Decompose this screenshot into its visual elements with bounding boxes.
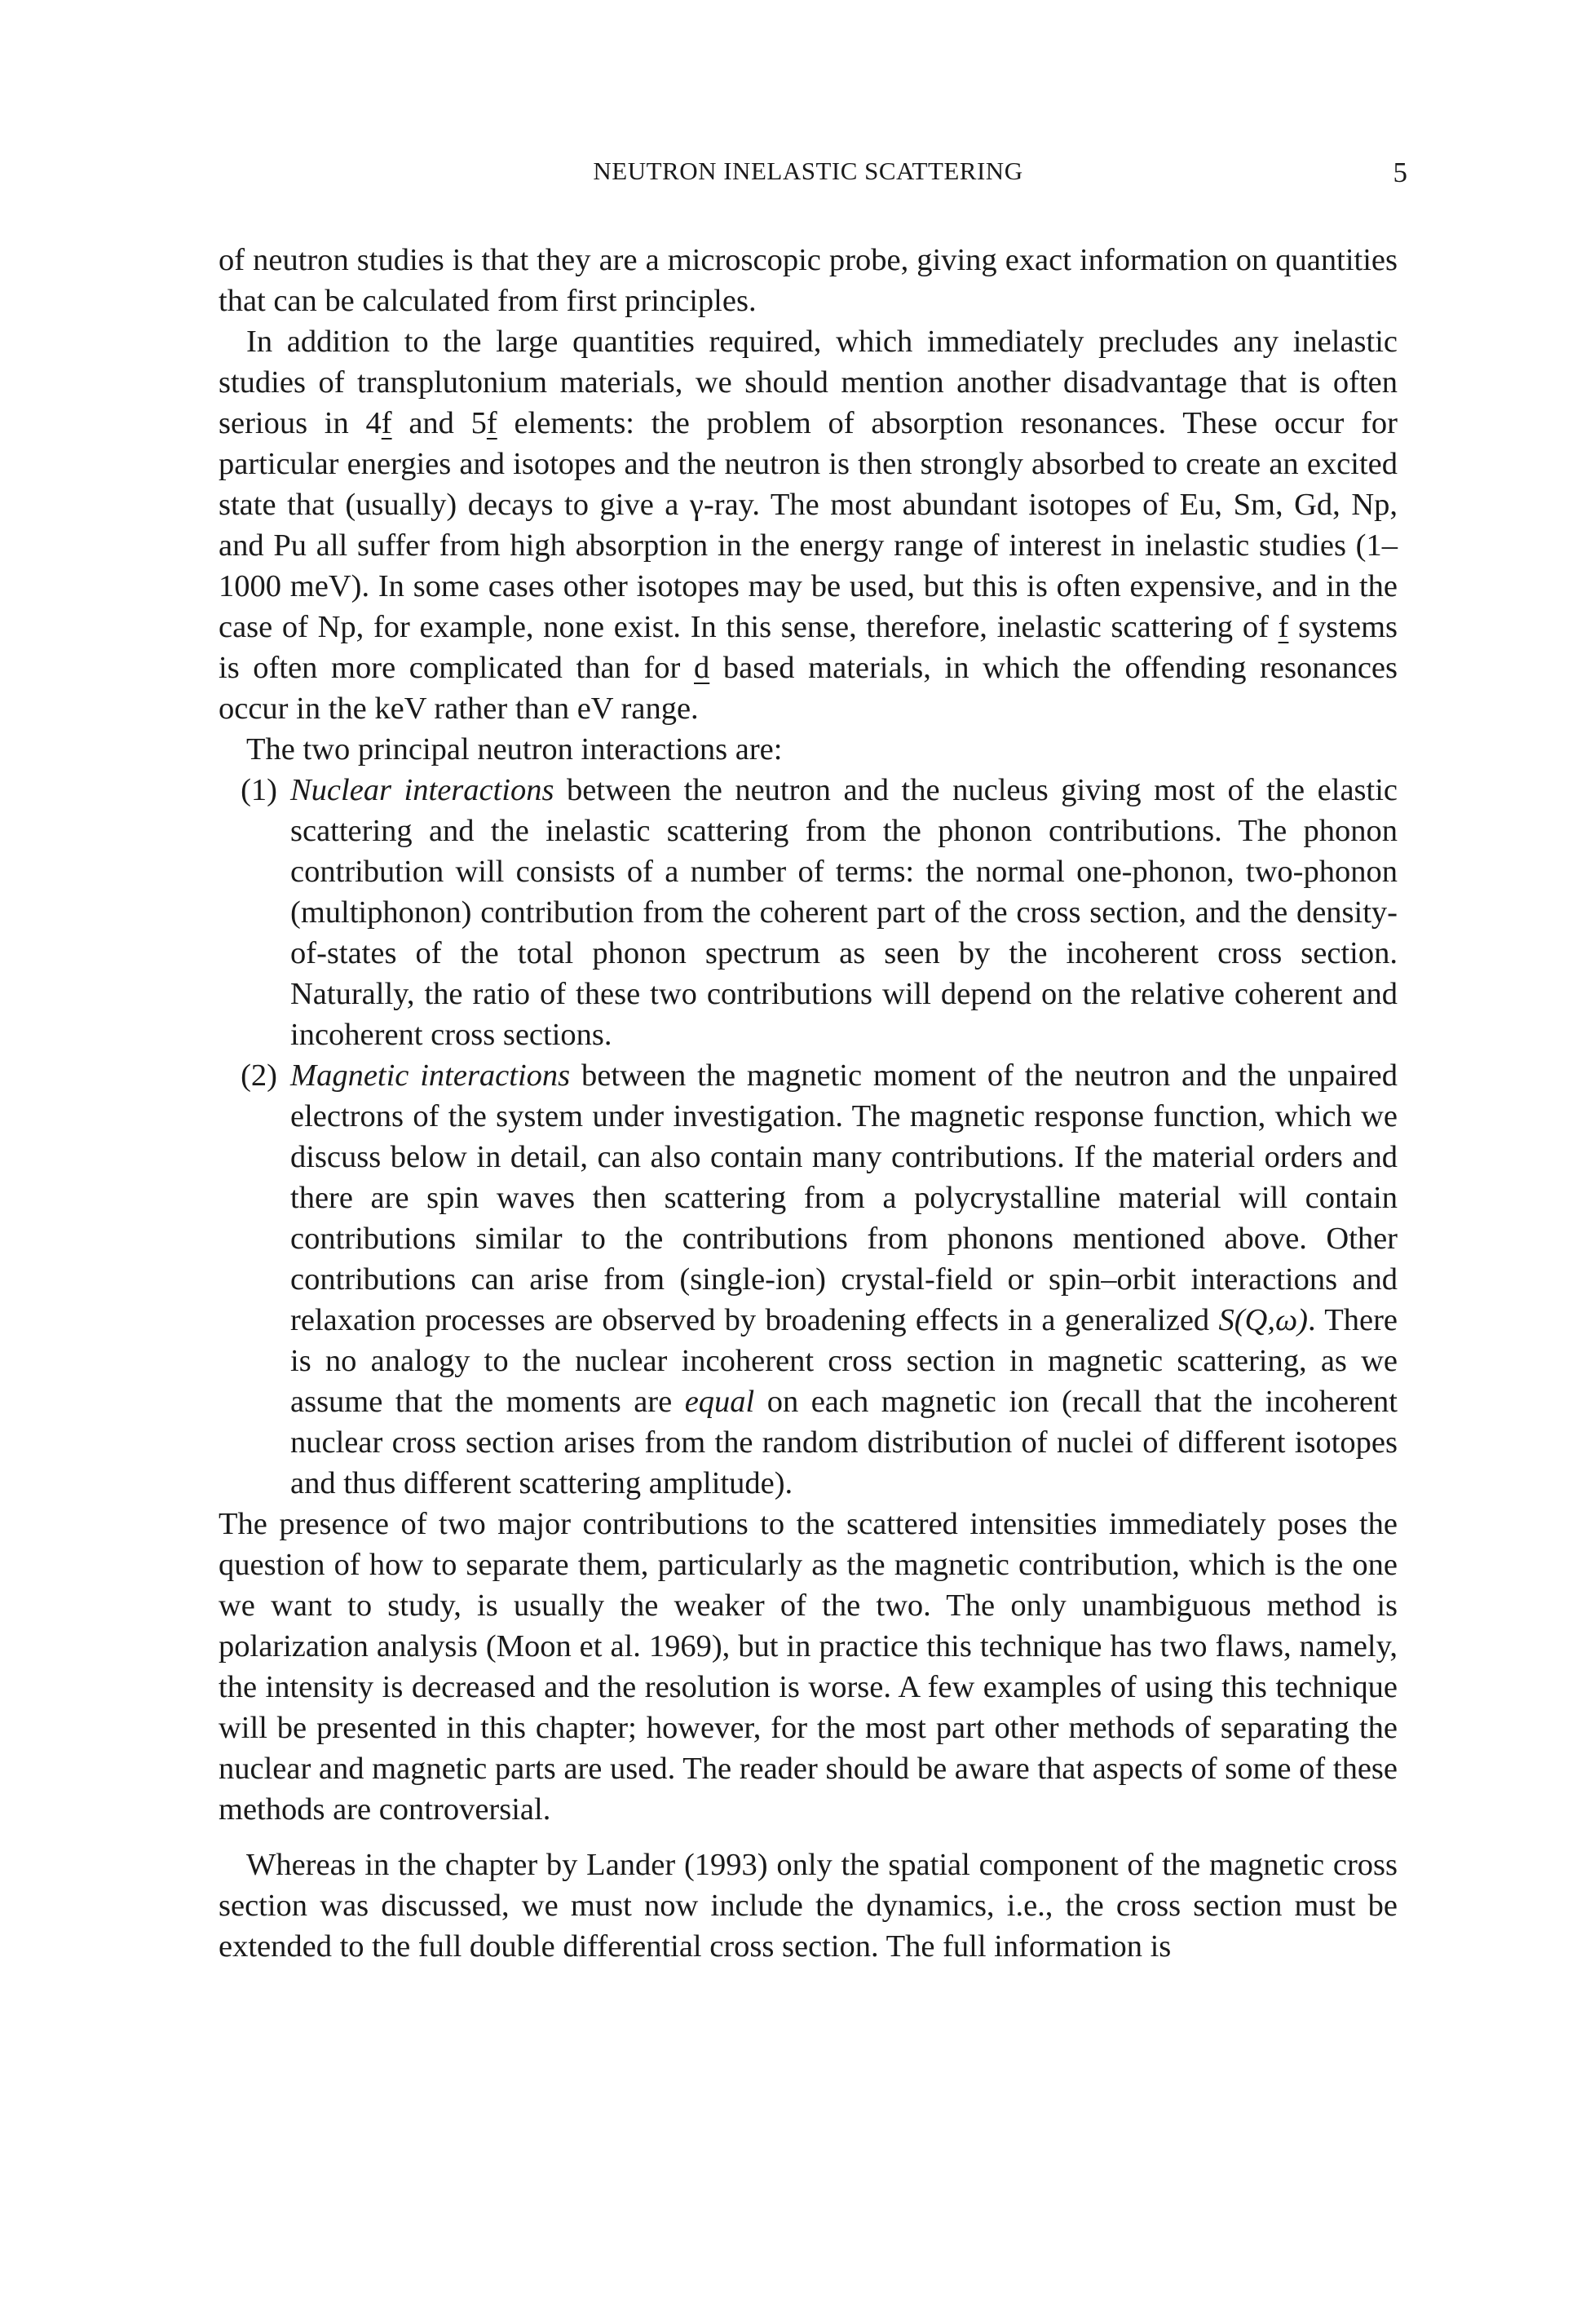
paragraph-continuation: of neutron studies is that they are a microscopic probe, giving exact information on quantities that can be calculated from first principles. xyxy=(219,243,1398,318)
emphasis-equal: equal xyxy=(684,1385,755,1419)
document-page xyxy=(219,157,1407,1967)
paragraph-text: In addition to the large quantities required, which immediately precludes any inelastic studies of transplutonium materials, we should mention another disadvantage that is often serious in 4 xyxy=(219,325,1398,440)
formula-s-q-omega: S(Q,ω) xyxy=(1218,1303,1308,1337)
list-number: (2) xyxy=(241,1058,277,1093)
paragraph-text: systems is often more complicated than for xyxy=(219,610,1398,685)
list-item-nuclear-interactions xyxy=(219,770,1398,1055)
running-title: NEUTRON INELASTIC SCATTERING xyxy=(593,157,1023,185)
orbital-d-underlined: d xyxy=(694,651,710,685)
paragraph-absorption-resonances xyxy=(219,321,1398,729)
paragraph-dynamics: Whereas in the chapter by Lander (1993) only the spatial component of the magnetic cross section was discussed, we must now include the dynamics, i.e., the cross section must be extended to the full double differential cross section. The full information is xyxy=(219,1848,1398,1964)
list-number: (1) xyxy=(241,773,277,807)
paragraph-text: and 5 xyxy=(391,406,487,440)
orbital-f-underlined: f xyxy=(381,406,392,440)
page-number: 5 xyxy=(1393,157,1407,188)
paragraph-separation: The presence of two major contributions to the scattered intensities immediately poses the question of how to separate them, particularly as the magnetic contribution, which is the one we want to study, is usually the weaker of the two. The only unambiguous method is polarization analysis (Moon et al. 1969), but in practice this technique has two flaws, namely, the intensity is decreased and the resolution is worse. A few examples of using this technique will be presented in this chapter; however, for the most part other methods of separating the nuclear and magnetic parts are used. The reader should be aware that aspects of some of these methods are controversial. xyxy=(219,1507,1398,1827)
list-term: Magnetic interactions xyxy=(290,1058,571,1093)
list-text: on each magnetic ion (recall that the incoherent nuclear cross section arises from the random distribution of nuclei of different isotopes and thus different scattering amplitude). xyxy=(290,1385,1398,1500)
list-item-magnetic-interactions xyxy=(219,1055,1398,1504)
list-text: between the neutron and the nucleus giving most of the elastic scattering and the inelastic scattering from the phonon contributions. The phonon contribution will consists of a number of terms: the normal one-phonon, two-phonon (multiphonon) contribution from the coherent part of the cross section, and the density-of-states of the total phonon spectrum as seen by the incoherent cross section. Naturally, the ratio of these two contributions will depend on the relative coherent and incoherent cross sections. xyxy=(290,773,1398,1052)
body-text xyxy=(219,240,1398,1967)
paragraph-text: elements: the problem of absorption resonances. These occur for particular energies and isotopes and the neutron is then strongly absorbed to create an excited state that (usually) decays to give a γ-ray. The most abundant isotopes of Eu, Sm, Gd, Np, and Pu all suffer from high absorption in the energy range of interest in inelastic studies (1–1000 meV). In some cases other isotopes may be used, but this is often expensive, and in the case of Np, for example, none exist. In this sense, therefore, inelastic scattering of xyxy=(219,406,1398,644)
list-term: Nuclear interactions xyxy=(290,773,554,807)
list-text: between the magnetic moment of the neutron and the unpaired electrons of the system under investigation. The magnetic response function, which we discuss below in detail, can also contain many contributions. If the material orders and there are spin waves then scattering from a polycrystalline material will contain contributions similar to the contributions from phonons mentioned above. Other contributions can arise from (single-ion) crystal-field or spin–orbit interactions and relaxation processes are observed by broadening effects in a generalized xyxy=(290,1058,1398,1337)
paragraph-interactions-intro: The two principal neutron interactions are: xyxy=(246,732,783,767)
paragraph-text: based materials, in which the offending resonances occur in the keV rather than eV range. xyxy=(219,651,1398,726)
orbital-f-underlined: f xyxy=(486,406,497,440)
running-header xyxy=(219,157,1407,197)
list-text: . There is no analogy to the nuclear incoherent cross section in magnetic scattering, as we assume that the moments are xyxy=(290,1303,1398,1419)
orbital-f-underlined: f xyxy=(1278,610,1289,644)
